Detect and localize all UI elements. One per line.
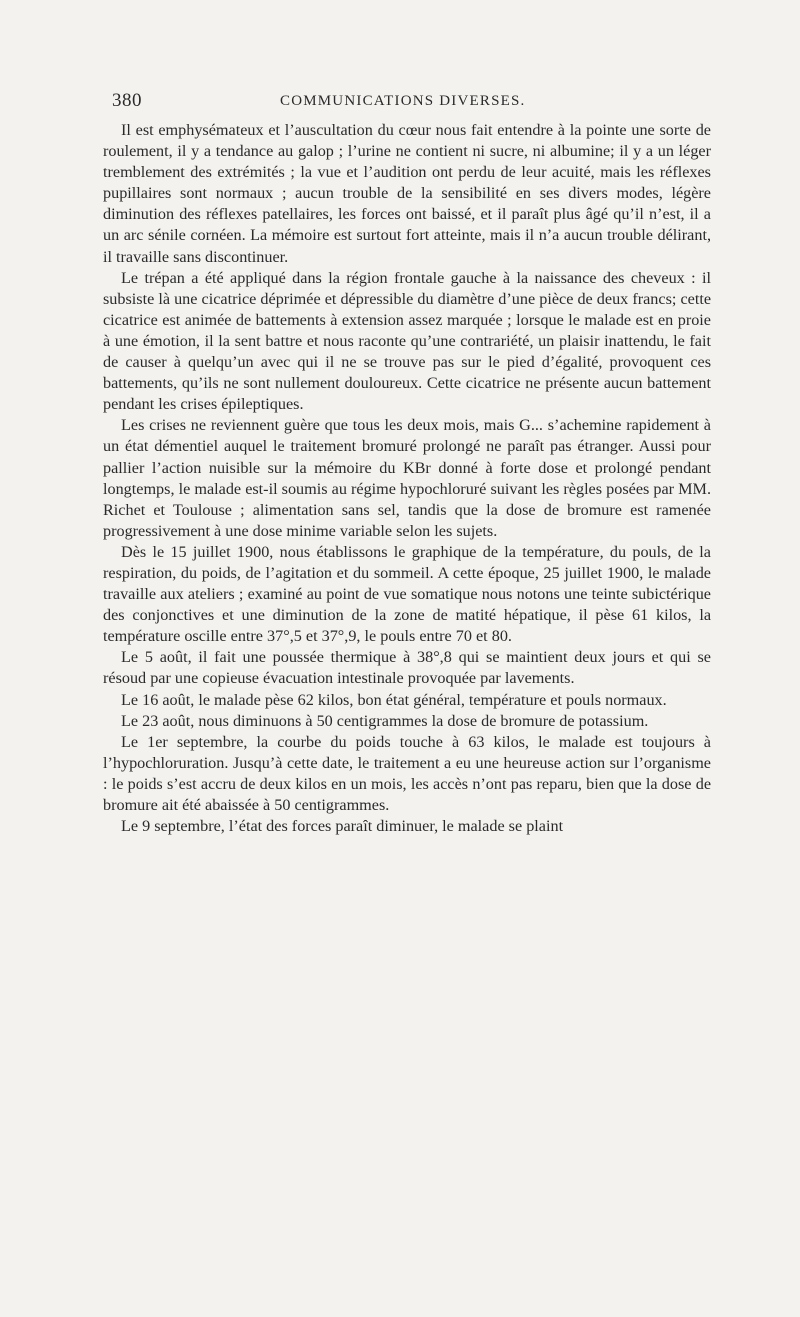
- paragraph: Dès le 15 juillet 1900, nous établissons le graphique de la température, du pouls, de la respiration, du poids, de l’agitation et du sommeil. A cette époque, 25 juillet 1900, le malade travaille aux ateliers ; examiné au point de vue somatique nous notons une teinte subictérique des conjonctives et une diminution de la zone de matité hépatique, il pèse 61 kilos, la température oscille entre 37°,5 et 37°,9, le pouls entre 70 et 80.: [103, 542, 711, 646]
- paragraph: Le trépan a été appliqué dans la région frontale gauche à la naissance des cheveux : il subsiste là une cicatrice déprimée et dépressible du diamètre d’une pièce de deux francs; cette cicatrice est animée de battements à extension assez marquée ; lorsque le malade est en proie à une émotion, il la sent battre et nous raconte qu’une contrariété, un plaisir inattendu, le fait de causer à quelqu’un avec qui il ne se trouve pas sur le pied d’égalité, provoquent ces battements, qu’ils ne sont nullement douloureux. Cette cicatrice ne présente aucun battement pendant les crises épileptiques.: [103, 268, 711, 414]
- paragraph: Le 1er septembre, la courbe du poids touche à 63 kilos, le malade est toujours à l’hypochloruration. Jusqu’à cette date, le traitement a eu une heureuse action sur l’organisme : le poids s’est accru de deux kilos en un mois, les accès n’ont pas reparu, bien que la dose de bromure ait été abaissée à 50 centigrammes.: [103, 732, 711, 814]
- paragraph: Le 16 août, le malade pèse 62 kilos, bon état général, température et pouls normaux.: [121, 690, 667, 709]
- page-header: [112, 90, 744, 116]
- paragraph: Il est emphysémateux et l’auscultation du cœur nous fait entendre à la pointe une sorte de roulement, il y a tendance au galop ; l’urine ne contient ni sucre, ni albumine; il y a un léger tremblement des extrémités ; la vue et l’audition ont perdu de leur acuité, mais les réflexes pupillaires sont normaux ; aucun trouble de la sensibilité en ses divers modes, légère diminution des réflexes patellaires, les forces ont baissé, et il paraît plus âgé qu’il n’est, il a un arc sénile cornéen. La mémoire est surtout fort atteinte, mais il n’a aucun trouble délirant, il travaille sans discontinuer.: [103, 121, 711, 266]
- body-text: [103, 120, 711, 837]
- paragraph: Le 9 septembre, l’état des forces paraît diminuer, le malade se plaint: [121, 817, 564, 836]
- paragraph: Les crises ne reviennent guère que tous les deux mois, mais G... s’achemine rapidement à un état démentiel auquel le traitement bromuré prolongé ne paraît pas étranger. Aussi pour pallier l’action nuisible sur la mémoire du KBr donné à forte dose et prolongé pendant longtemps, le malade est-il soumis au régime hypochloruré suivant les règles posées par MM. Richet et Toulouse ; alimentation sans sel, tandis que la dose de bromure est ramenée progressivement à une dose minime variable selon les sujets.: [103, 416, 711, 540]
- paragraph: Le 23 août, nous diminuons à 50 centigrammes la dose de bromure de potassium.: [121, 711, 649, 730]
- page-number: 380: [112, 90, 142, 111]
- running-title: COMMUNICATIONS DIVERSES.: [280, 93, 526, 109]
- paragraph: Le 5 août, il fait une poussée thermique à 38°,8 qui se maintient deux jours et qui se résoud par une copieuse évacuation intestinale provoquée par lavements.: [103, 648, 711, 688]
